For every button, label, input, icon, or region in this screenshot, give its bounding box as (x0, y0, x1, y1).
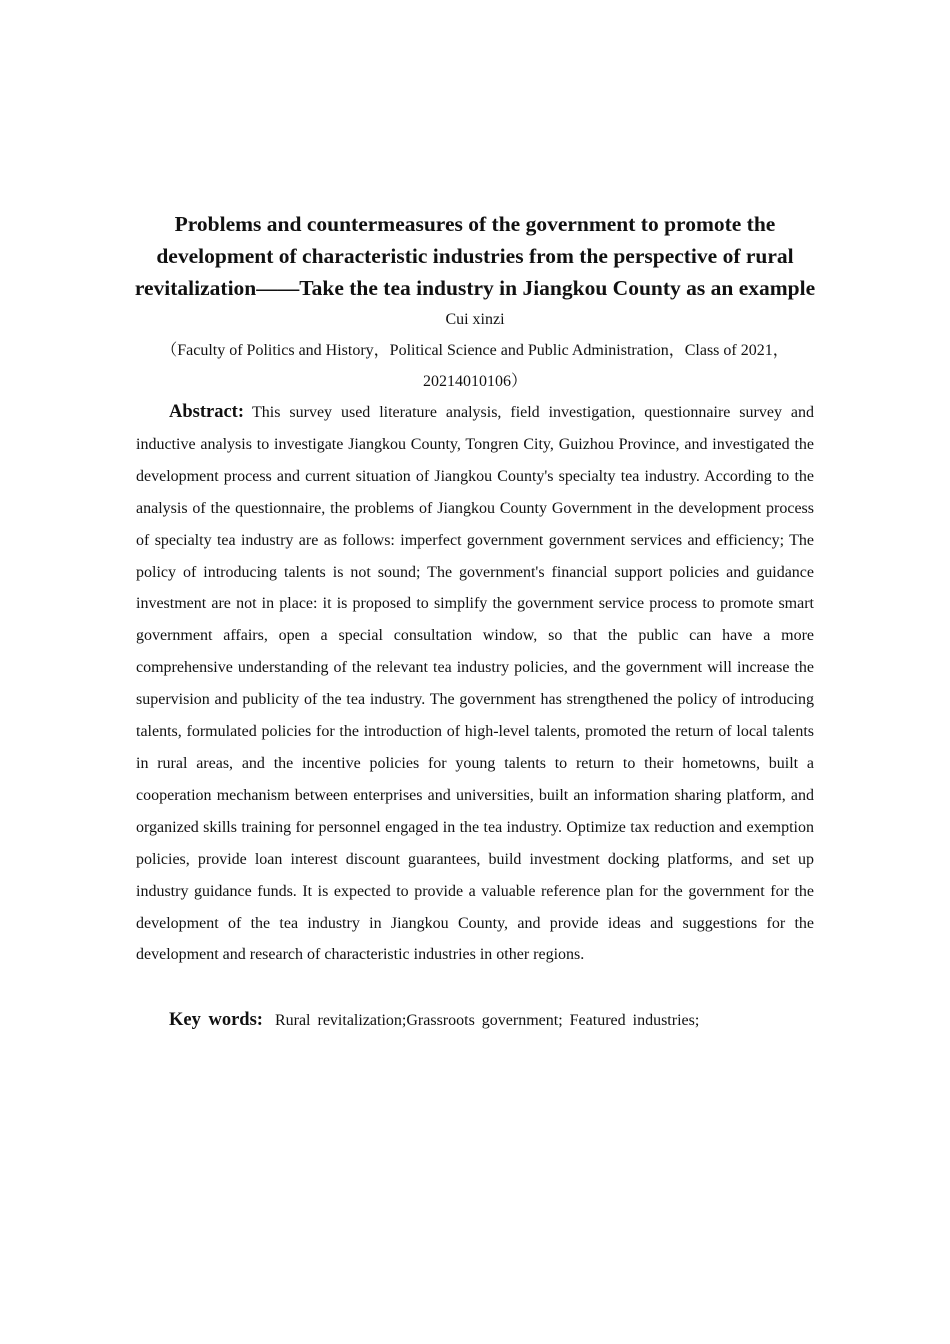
paper-title: Problems and countermeasures of the government to promote the development of characteristic industries from the perspective of rural revitalization——Take the tea industry in Jiangkou County as an example (134, 212, 816, 300)
keywords-line (136, 1005, 814, 1036)
keywords-label: Key words: (169, 1010, 263, 1031)
abstract-label: Abstract: (169, 402, 245, 422)
abstract-paragraph (136, 397, 814, 971)
paper-page (136, 208, 814, 1036)
keywords-text: Rural revitalization;Grassroots government; Featured industries; (274, 1012, 700, 1030)
author-affiliation: （Faculty of Politics and History，Political Science and Public Administration，Class of 2021，20214010106） (161, 342, 789, 390)
author-name: Cui xinzi (445, 311, 505, 328)
abstract-text: This survey used literature analysis, field investigation, questionnaire survey and inductive analysis to investigate Jiangkou County, Tongren City, Guizhou Province, and investigated the development process and current situation of Jiangkou County's specialty tea industry. According to the analysis of the questionnaire, the problems of Jiangkou County Government in the development process of specialty tea industry are as follows: imperfect government government services and efficiency; The policy of introducing talents is not sound; The government's financial support policies and guidance investment are not in place: it is proposed to simplify the government service process to promote smart government affairs, open a special consultation window, so that the public can have a more comprehensive understanding of the relevant tea industry policies, and the government will increase the supervision and publicity of the tea industry. The government has strengthened the policy of introducing talents, formulated policies for the introduction of high-level talents, promoted the return of local talents in rural areas, and the incentive policies for young talents to return to their hometowns, built a cooperation mechanism between enterprises and universities, built an information sharing platform, and organized skills training for personnel engaged in the tea industry. Optimize tax reduction and exemption policies, provide loan interest discount guarantees, build investment docking platforms, and set up industry guidance funds. It is expected to provide a valuable reference plan for the government for the development of the tea industry in Jiangkou County, and provide ideas and suggestions for the development and research of characteristic industries in other regions. (136, 404, 814, 964)
